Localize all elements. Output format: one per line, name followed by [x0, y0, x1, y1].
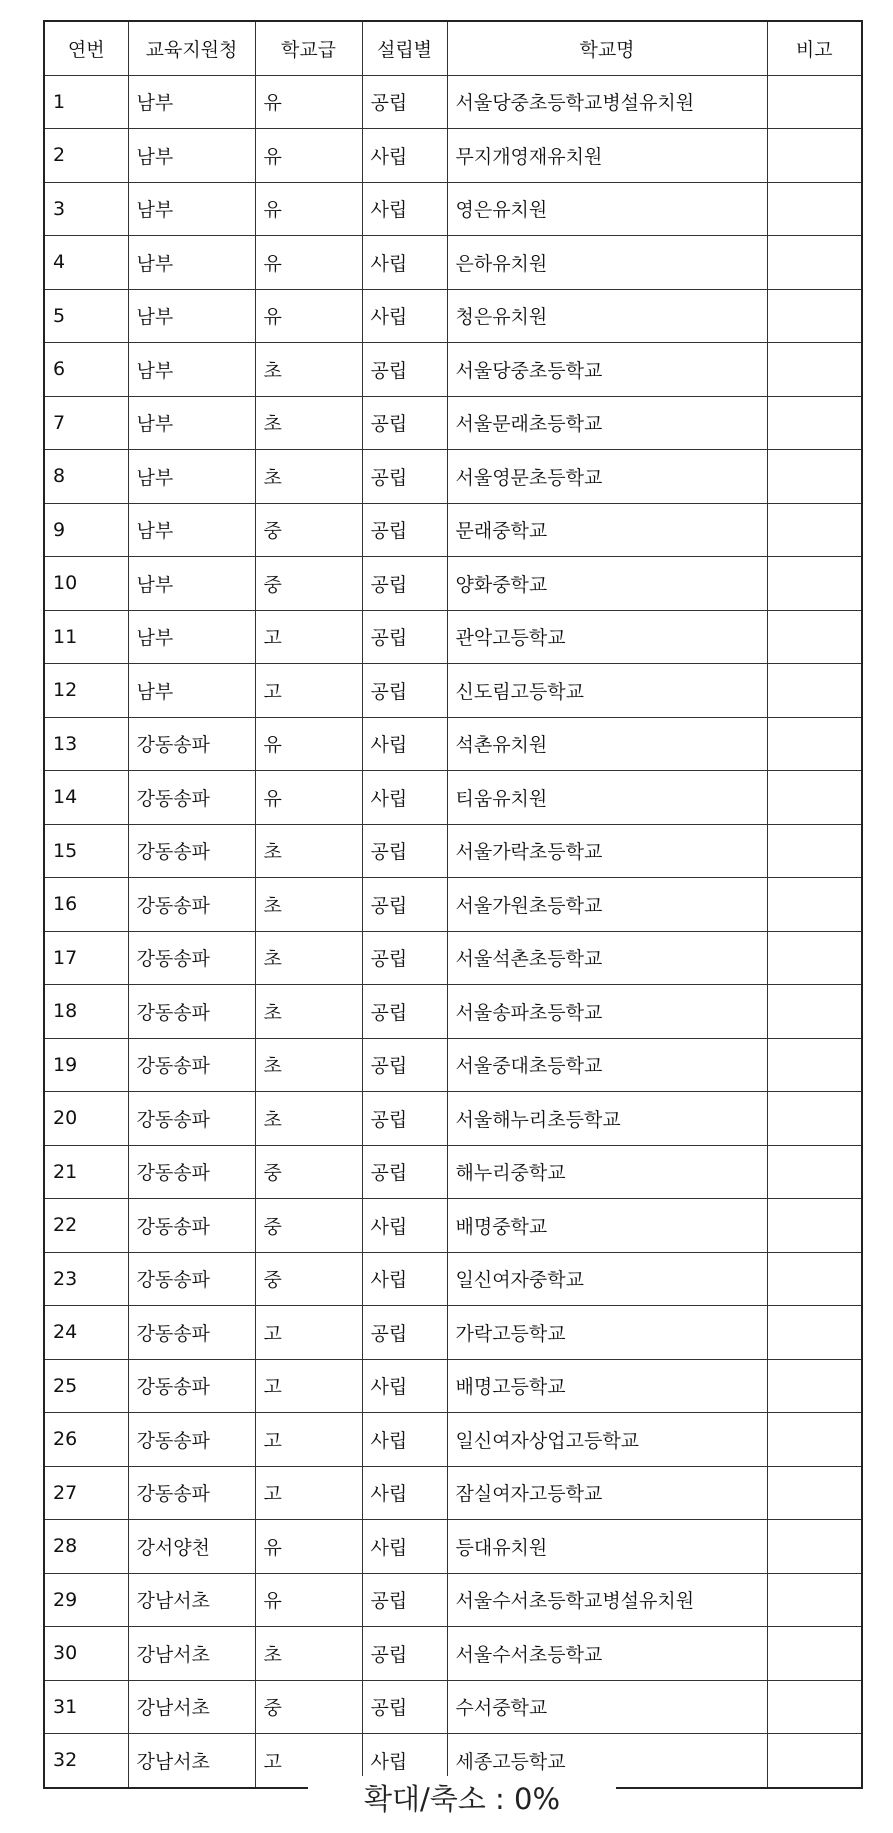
zoom-indicator: 확대/축소 : 0% — [308, 1776, 616, 1822]
cell-note — [767, 129, 862, 183]
cell-office: 강동송파 — [128, 1306, 255, 1360]
table-row — [44, 1520, 862, 1574]
cell-level: 유 — [255, 289, 362, 343]
cell-school-name: 세종고등학교 — [447, 1734, 767, 1788]
cell-type: 공립 — [362, 610, 447, 664]
cell-note — [767, 1199, 862, 1253]
cell-level: 유 — [255, 182, 362, 236]
cell-no: 16 — [44, 878, 128, 932]
header-level: 학교급 — [255, 21, 362, 75]
cell-school-name: 신도림고등학교 — [447, 664, 767, 718]
cell-type: 사립 — [362, 1359, 447, 1413]
table-row — [44, 1466, 862, 1520]
cell-level: 고 — [255, 1466, 362, 1520]
cell-level: 중 — [255, 557, 362, 611]
cell-note — [767, 717, 862, 771]
cell-level: 초 — [255, 931, 362, 985]
cell-note — [767, 1252, 862, 1306]
cell-level: 고 — [255, 1306, 362, 1360]
cell-school-name: 서울수서초등학교병설유치원 — [447, 1573, 767, 1627]
cell-type: 사립 — [362, 1413, 447, 1467]
cell-type: 사립 — [362, 717, 447, 771]
cell-level: 초 — [255, 396, 362, 450]
table-row — [44, 182, 862, 236]
cell-level: 초 — [255, 450, 362, 504]
cell-note — [767, 1038, 862, 1092]
cell-note — [767, 396, 862, 450]
table-row — [44, 664, 862, 718]
cell-note — [767, 503, 862, 557]
cell-school-name: 양화중학교 — [447, 557, 767, 611]
cell-school-name: 서울영문초등학교 — [447, 450, 767, 504]
cell-level: 유 — [255, 129, 362, 183]
cell-no: 32 — [44, 1734, 128, 1788]
table-body — [44, 75, 862, 1788]
cell-school-name: 일신여자상업고등학교 — [447, 1413, 767, 1467]
cell-type: 사립 — [362, 1252, 447, 1306]
cell-school-name: 잠실여자고등학교 — [447, 1466, 767, 1520]
cell-school-name: 관악고등학교 — [447, 610, 767, 664]
cell-office: 강동송파 — [128, 1413, 255, 1467]
cell-note — [767, 1734, 862, 1788]
cell-no: 13 — [44, 717, 128, 771]
table-row — [44, 985, 862, 1039]
cell-no: 30 — [44, 1627, 128, 1681]
cell-school-name: 배명고등학교 — [447, 1359, 767, 1413]
cell-note — [767, 1413, 862, 1467]
cell-note — [767, 343, 862, 397]
cell-school-name: 서울가원초등학교 — [447, 878, 767, 932]
cell-school-name: 서울석촌초등학교 — [447, 931, 767, 985]
cell-type: 공립 — [362, 824, 447, 878]
cell-level: 중 — [255, 1199, 362, 1253]
cell-level: 고 — [255, 610, 362, 664]
cell-level: 초 — [255, 824, 362, 878]
cell-no: 18 — [44, 985, 128, 1039]
header-no: 연번 — [44, 21, 128, 75]
table-row — [44, 343, 862, 397]
cell-note — [767, 1627, 862, 1681]
cell-office: 강동송파 — [128, 878, 255, 932]
cell-no: 24 — [44, 1306, 128, 1360]
cell-note — [767, 75, 862, 129]
cell-school-name: 서울수서초등학교 — [447, 1627, 767, 1681]
cell-school-name: 청은유치원 — [447, 289, 767, 343]
cell-note — [767, 824, 862, 878]
cell-office: 강동송파 — [128, 1252, 255, 1306]
cell-no: 11 — [44, 610, 128, 664]
cell-school-name: 가락고등학교 — [447, 1306, 767, 1360]
cell-no: 31 — [44, 1680, 128, 1734]
cell-type: 공립 — [362, 985, 447, 1039]
cell-note — [767, 182, 862, 236]
table-row — [44, 1680, 862, 1734]
header-school-name: 학교명 — [447, 21, 767, 75]
table-row — [44, 1252, 862, 1306]
cell-office: 남부 — [128, 236, 255, 290]
cell-no: 9 — [44, 503, 128, 557]
header-type: 설립별 — [362, 21, 447, 75]
cell-note — [767, 1680, 862, 1734]
cell-school-name: 무지개영재유치원 — [447, 129, 767, 183]
cell-note — [767, 610, 862, 664]
cell-note — [767, 878, 862, 932]
cell-school-name: 일신여자중학교 — [447, 1252, 767, 1306]
cell-school-name: 수서중학교 — [447, 1680, 767, 1734]
table-row — [44, 1145, 862, 1199]
table-row — [44, 1038, 862, 1092]
cell-no: 25 — [44, 1359, 128, 1413]
cell-office: 남부 — [128, 129, 255, 183]
cell-level: 중 — [255, 503, 362, 557]
cell-note — [767, 985, 862, 1039]
cell-type: 사립 — [362, 1520, 447, 1574]
cell-office: 강동송파 — [128, 1466, 255, 1520]
cell-level: 중 — [255, 1252, 362, 1306]
cell-no: 2 — [44, 129, 128, 183]
school-list-table — [43, 20, 863, 1789]
cell-office: 강남서초 — [128, 1573, 255, 1627]
cell-school-name: 서울당중초등학교 — [447, 343, 767, 397]
cell-no: 22 — [44, 1199, 128, 1253]
cell-level: 초 — [255, 1627, 362, 1681]
cell-type: 공립 — [362, 664, 447, 718]
cell-type: 공립 — [362, 1038, 447, 1092]
cell-note — [767, 557, 862, 611]
cell-type: 공립 — [362, 1573, 447, 1627]
cell-office: 강동송파 — [128, 1199, 255, 1253]
table-row — [44, 129, 862, 183]
cell-note — [767, 931, 862, 985]
cell-type: 공립 — [362, 1092, 447, 1146]
table-row — [44, 557, 862, 611]
table-row — [44, 396, 862, 450]
header-row — [44, 21, 862, 75]
table-row — [44, 1199, 862, 1253]
cell-school-name: 서울문래초등학교 — [447, 396, 767, 450]
cell-no: 7 — [44, 396, 128, 450]
header-note: 비고 — [767, 21, 862, 75]
cell-type: 공립 — [362, 396, 447, 450]
cell-office: 강남서초 — [128, 1734, 255, 1788]
cell-level: 유 — [255, 236, 362, 290]
cell-level: 초 — [255, 878, 362, 932]
cell-type: 공립 — [362, 1680, 447, 1734]
cell-level: 유 — [255, 717, 362, 771]
cell-no: 29 — [44, 1573, 128, 1627]
cell-type: 공립 — [362, 1306, 447, 1360]
cell-school-name: 서울당중초등학교병설유치원 — [447, 75, 767, 129]
cell-type: 사립 — [362, 182, 447, 236]
cell-school-name: 서울해누리초등학교 — [447, 1092, 767, 1146]
cell-no: 17 — [44, 931, 128, 985]
table-row — [44, 1359, 862, 1413]
cell-level: 고 — [255, 1413, 362, 1467]
cell-level: 초 — [255, 343, 362, 397]
cell-office: 강동송파 — [128, 1092, 255, 1146]
table-row — [44, 503, 862, 557]
cell-no: 3 — [44, 182, 128, 236]
cell-note — [767, 664, 862, 718]
cell-type: 공립 — [362, 557, 447, 611]
cell-level: 중 — [255, 1145, 362, 1199]
table-row — [44, 931, 862, 985]
cell-no: 27 — [44, 1466, 128, 1520]
cell-note — [767, 1359, 862, 1413]
cell-level: 유 — [255, 1520, 362, 1574]
cell-note — [767, 289, 862, 343]
table-row — [44, 1413, 862, 1467]
table-row — [44, 1627, 862, 1681]
cell-office: 남부 — [128, 503, 255, 557]
cell-office: 강동송파 — [128, 824, 255, 878]
cell-office: 강동송파 — [128, 1038, 255, 1092]
cell-type: 공립 — [362, 75, 447, 129]
cell-no: 26 — [44, 1413, 128, 1467]
cell-note — [767, 771, 862, 825]
cell-note — [767, 1466, 862, 1520]
cell-level: 고 — [255, 664, 362, 718]
cell-level: 초 — [255, 985, 362, 1039]
cell-office: 강동송파 — [128, 931, 255, 985]
cell-no: 10 — [44, 557, 128, 611]
cell-office: 강동송파 — [128, 771, 255, 825]
cell-office: 강남서초 — [128, 1680, 255, 1734]
table-row — [44, 75, 862, 129]
cell-note — [767, 1092, 862, 1146]
cell-office: 남부 — [128, 75, 255, 129]
cell-type: 공립 — [362, 1627, 447, 1681]
cell-no: 5 — [44, 289, 128, 343]
cell-school-name: 석촌유치원 — [447, 717, 767, 771]
cell-office: 강동송파 — [128, 717, 255, 771]
cell-no: 23 — [44, 1252, 128, 1306]
cell-type: 사립 — [362, 771, 447, 825]
cell-level: 고 — [255, 1359, 362, 1413]
cell-type: 사립 — [362, 1734, 447, 1788]
table-row — [44, 236, 862, 290]
table-row — [44, 824, 862, 878]
cell-school-name: 서울가락초등학교 — [447, 824, 767, 878]
cell-type: 사립 — [362, 236, 447, 290]
cell-office: 남부 — [128, 557, 255, 611]
cell-no: 28 — [44, 1520, 128, 1574]
cell-office: 남부 — [128, 664, 255, 718]
cell-office: 남부 — [128, 182, 255, 236]
cell-office: 남부 — [128, 289, 255, 343]
cell-office: 강동송파 — [128, 1145, 255, 1199]
cell-school-name: 문래중학교 — [447, 503, 767, 557]
cell-level: 중 — [255, 1680, 362, 1734]
cell-no: 4 — [44, 236, 128, 290]
cell-type: 공립 — [362, 503, 447, 557]
cell-level: 초 — [255, 1092, 362, 1146]
cell-school-name: 영은유치원 — [447, 182, 767, 236]
cell-type: 사립 — [362, 289, 447, 343]
cell-no: 20 — [44, 1092, 128, 1146]
cell-no: 12 — [44, 664, 128, 718]
cell-no: 1 — [44, 75, 128, 129]
cell-office: 강동송파 — [128, 985, 255, 1039]
cell-type: 사립 — [362, 1199, 447, 1253]
cell-type: 사립 — [362, 1466, 447, 1520]
cell-note — [767, 1306, 862, 1360]
table-row — [44, 610, 862, 664]
cell-school-name: 서울송파초등학교 — [447, 985, 767, 1039]
cell-office: 남부 — [128, 343, 255, 397]
cell-type: 사립 — [362, 129, 447, 183]
cell-office: 강동송파 — [128, 1359, 255, 1413]
cell-school-name: 티움유치원 — [447, 771, 767, 825]
table-row — [44, 878, 862, 932]
cell-level: 유 — [255, 1573, 362, 1627]
cell-note — [767, 450, 862, 504]
cell-note — [767, 236, 862, 290]
cell-level: 초 — [255, 1038, 362, 1092]
cell-school-name: 배명중학교 — [447, 1199, 767, 1253]
cell-note — [767, 1145, 862, 1199]
cell-office: 남부 — [128, 610, 255, 664]
header-office: 교육지원청 — [128, 21, 255, 75]
table-row — [44, 450, 862, 504]
table-row — [44, 717, 862, 771]
cell-school-name: 등대유치원 — [447, 1520, 767, 1574]
cell-school-name: 해누리중학교 — [447, 1145, 767, 1199]
cell-type: 공립 — [362, 931, 447, 985]
cell-note — [767, 1520, 862, 1574]
table-row — [44, 289, 862, 343]
cell-office: 강남서초 — [128, 1627, 255, 1681]
table-row — [44, 1092, 862, 1146]
cell-school-name: 은하유치원 — [447, 236, 767, 290]
cell-office: 강서양천 — [128, 1520, 255, 1574]
cell-school-name: 서울중대초등학교 — [447, 1038, 767, 1092]
cell-type: 공립 — [362, 1145, 447, 1199]
cell-no: 19 — [44, 1038, 128, 1092]
cell-office: 남부 — [128, 396, 255, 450]
cell-level: 유 — [255, 75, 362, 129]
cell-office: 남부 — [128, 450, 255, 504]
cell-no: 6 — [44, 343, 128, 397]
cell-note — [767, 1573, 862, 1627]
cell-type: 공립 — [362, 878, 447, 932]
table-row — [44, 1573, 862, 1627]
table-row — [44, 1306, 862, 1360]
cell-level: 고 — [255, 1734, 362, 1788]
cell-no: 15 — [44, 824, 128, 878]
cell-no: 14 — [44, 771, 128, 825]
cell-no: 8 — [44, 450, 128, 504]
cell-level: 유 — [255, 771, 362, 825]
cell-type: 공립 — [362, 450, 447, 504]
table-row — [44, 771, 862, 825]
cell-type: 공립 — [362, 343, 447, 397]
cell-no: 21 — [44, 1145, 128, 1199]
